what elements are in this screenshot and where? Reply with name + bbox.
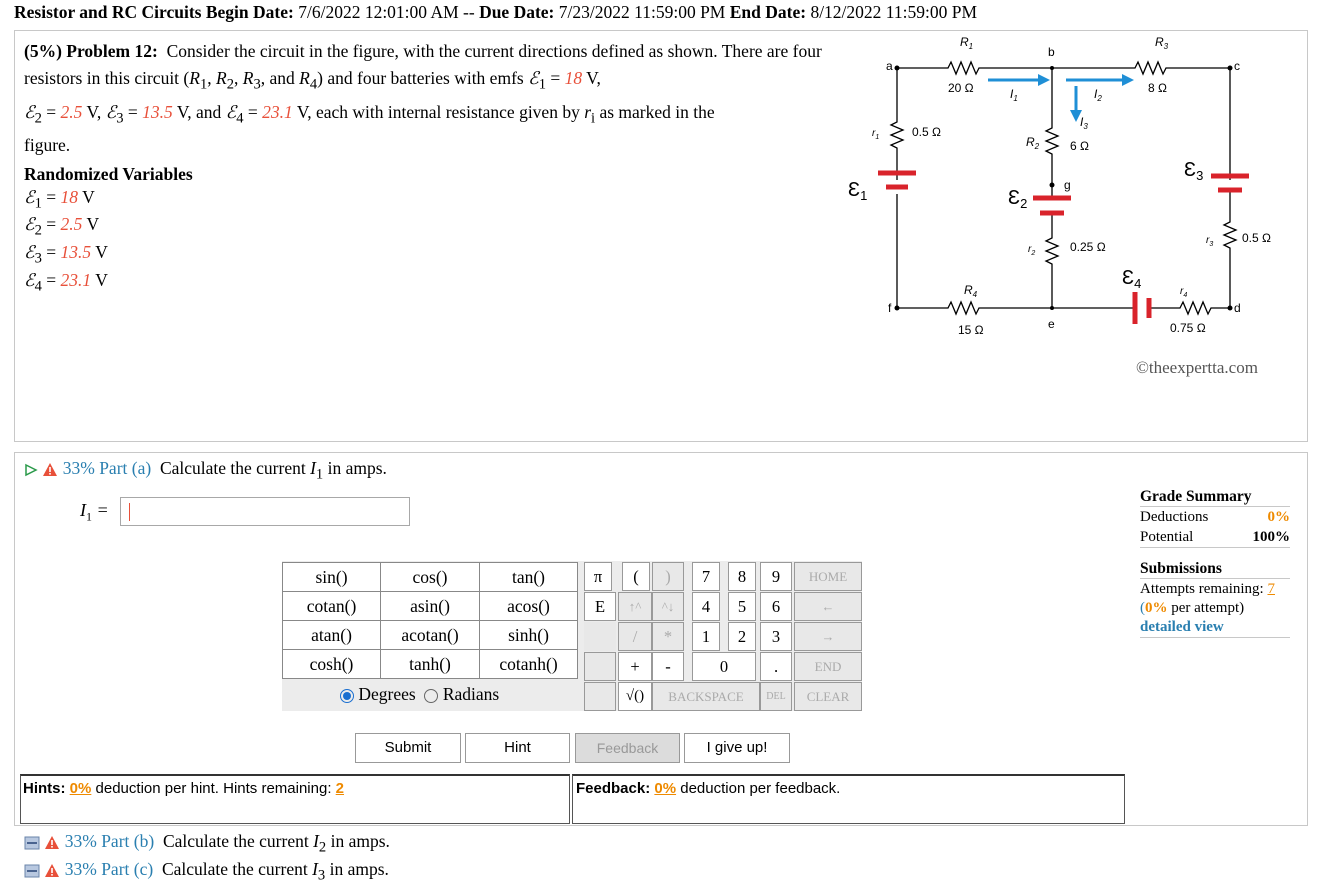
label-I3: $I_3$ xyxy=(1080,115,1088,131)
problem-tail: each with internal resistance given by xyxy=(315,101,580,122)
part-a-var: I xyxy=(310,458,316,478)
node-b: b xyxy=(1048,45,1055,59)
node-f: f xyxy=(888,301,892,315)
feedback-label: Feedback: xyxy=(576,780,651,797)
radians-radio[interactable] xyxy=(424,689,438,703)
key-acos[interactable]: acos() xyxy=(480,592,578,621)
key-sinh[interactable]: sinh() xyxy=(480,621,578,650)
begin-date: 7/6/2022 12:01:00 AM xyxy=(298,2,459,22)
part-c-suffix: in amps. xyxy=(329,859,389,879)
attempts-remaining: Attempts remaining: 7 xyxy=(1140,581,1275,597)
key-dot[interactable]: . xyxy=(760,652,792,681)
part-a-sub: 1 xyxy=(315,466,324,483)
submit-button[interactable]: Submit xyxy=(355,733,461,763)
calculator-functions xyxy=(282,562,578,679)
part-c-label: Part (c) xyxy=(101,859,154,879)
emf3-value: 13.5 xyxy=(142,101,173,122)
key-6[interactable]: 6 xyxy=(760,592,792,621)
hint-button[interactable]: Hint xyxy=(465,733,570,763)
key-blank-3 xyxy=(584,682,616,711)
rv-emf2: ℰ$_2$ = 2.5 V xyxy=(24,214,100,239)
value-R2: 6 Ω xyxy=(1070,139,1089,153)
key-tan[interactable]: tan() xyxy=(480,563,578,592)
key-7[interactable]: 7 xyxy=(692,562,720,591)
part-b-prompt: Calculate the current xyxy=(162,831,309,851)
key-atan[interactable]: atan() xyxy=(283,621,381,650)
key-4[interactable]: 4 xyxy=(692,592,720,621)
deductions-row: Deductions 0% xyxy=(1140,509,1290,525)
warning-icon xyxy=(44,835,60,850)
header-dash: -- xyxy=(463,2,475,22)
collapsed-box-icon[interactable] xyxy=(24,864,40,878)
key-cotanh[interactable]: cotanh() xyxy=(480,650,578,679)
key-blank-2 xyxy=(584,652,616,681)
hints-text: deduction per hint. Hints remaining: xyxy=(95,780,332,797)
key-blank-1 xyxy=(584,622,616,651)
value-r3: 0.5 Ω xyxy=(1242,231,1271,245)
answer-input[interactable] xyxy=(120,497,410,526)
part-a-header[interactable] xyxy=(24,456,387,487)
key-3[interactable]: 3 xyxy=(760,622,792,651)
key-0[interactable]: 0 xyxy=(692,652,756,681)
label-R2: $R_2$ xyxy=(1026,135,1040,151)
collapsed-box-icon[interactable] xyxy=(24,836,40,850)
copyright-text: ©theexpertta.com xyxy=(1136,358,1258,377)
key-multiply[interactable]: * xyxy=(652,622,684,651)
emf4-value: 23.1 xyxy=(262,101,293,122)
answer-label: $I_1$ = xyxy=(80,500,109,524)
key-9[interactable]: 9 xyxy=(760,562,792,591)
value-r1: 0.5 Ω xyxy=(912,125,941,139)
key-up[interactable]: ↑^ xyxy=(618,592,652,621)
key-lparen[interactable]: ( xyxy=(622,562,650,591)
text-caret xyxy=(129,503,130,521)
hints-panel xyxy=(20,774,570,824)
part-c-prompt: Calculate the current xyxy=(161,859,308,879)
label-emf2: $Ɛ_2$ xyxy=(1008,187,1028,211)
key-plus[interactable]: + xyxy=(618,652,652,681)
radians-label: Radians xyxy=(442,684,500,704)
key-8[interactable]: 8 xyxy=(728,562,756,591)
rv-emf1: ℰ$_1$ = 18 V xyxy=(24,187,95,212)
due-date: 7/23/2022 11:59:00 PM xyxy=(558,2,726,22)
problem-heading: (5%) Problem 12: xyxy=(24,41,158,61)
key-e[interactable]: E xyxy=(584,592,616,621)
part-a-percent: 33% xyxy=(62,458,95,478)
label-r2: $r_2$ xyxy=(1028,244,1036,257)
key-2[interactable]: 2 xyxy=(728,622,756,651)
hints-remaining: 2 xyxy=(335,780,345,797)
part-b-sub: 2 xyxy=(318,839,327,856)
angle-mode xyxy=(340,684,499,705)
key-clear[interactable]: CLEAR xyxy=(794,682,862,711)
due-date-label: Due Date: xyxy=(479,2,555,22)
key-acotan[interactable]: acotan() xyxy=(381,621,480,650)
feedback-deduction: 0% xyxy=(654,780,677,797)
part-c-var: I xyxy=(312,859,318,879)
expand-triangle-icon[interactable] xyxy=(24,463,38,477)
part-c-header[interactable] xyxy=(24,857,389,888)
key-down[interactable]: ^↓ xyxy=(652,592,684,621)
key-right-arrow[interactable]: → xyxy=(794,622,862,651)
key-cosh[interactable]: cosh() xyxy=(283,650,381,679)
key-rparen[interactable]: ) xyxy=(652,562,684,591)
node-c: c xyxy=(1234,59,1240,73)
part-b-header[interactable] xyxy=(24,829,390,860)
key-tanh[interactable]: tanh() xyxy=(381,650,480,679)
feedback-panel xyxy=(572,774,1125,824)
grade-summary xyxy=(1140,488,1290,638)
per-attempt: (0% per attempt) xyxy=(1140,600,1245,616)
key-del[interactable]: DEL xyxy=(760,682,792,711)
rv-emf3: ℰ$_3$ = 13.5 V xyxy=(24,242,108,267)
randomized-variables-title: Randomized Variables xyxy=(24,164,193,184)
emf2-value: 2.5 xyxy=(60,101,83,122)
assignment-header xyxy=(0,0,1322,24)
assignment-title: Resistor and RC Circuits xyxy=(14,2,202,22)
potential-row: Potential 100% xyxy=(1140,527,1290,548)
feedback-text: deduction per feedback. xyxy=(680,780,841,797)
node-e: e xyxy=(1048,317,1055,331)
key-5[interactable]: 5 xyxy=(728,592,756,621)
begin-date-label: Begin Date: xyxy=(205,2,294,22)
node-g: g xyxy=(1064,178,1071,192)
key-sin[interactable]: sin() xyxy=(283,563,381,592)
key-home[interactable]: HOME xyxy=(794,562,862,591)
part-a-prompt: Calculate the current xyxy=(159,458,306,478)
part-c-percent: 33% xyxy=(64,859,97,879)
key-pi[interactable]: π xyxy=(584,562,612,591)
part-b-suffix: in amps. xyxy=(330,831,390,851)
key-cotan[interactable]: cotan() xyxy=(283,592,381,621)
value-r4: 0.75 Ω xyxy=(1170,321,1206,335)
warning-icon xyxy=(42,462,58,477)
label-R3: $R_3$ xyxy=(1155,35,1169,51)
detailed-view-link[interactable]: detailed view xyxy=(1140,617,1290,638)
key-1[interactable]: 1 xyxy=(692,622,720,651)
part-b-label: Part (b) xyxy=(101,831,155,851)
submissions-title: Submissions xyxy=(1140,560,1290,579)
value-r2: 0.25 Ω xyxy=(1070,240,1106,254)
hints-label: Hints: xyxy=(23,780,66,797)
part-b-var: I xyxy=(313,831,319,851)
node-d: d xyxy=(1234,301,1241,315)
label-r1: $r_1$ xyxy=(872,128,880,141)
label-r4: $r_4$ xyxy=(1180,286,1188,299)
key-left-arrow[interactable]: ← xyxy=(794,592,862,621)
label-I2: $I_2$ xyxy=(1094,87,1102,103)
key-sqrt[interactable]: √() xyxy=(618,682,652,711)
circuit-figure xyxy=(840,30,1305,390)
value-R1: 20 Ω xyxy=(948,81,974,95)
end-date-label: End Date: xyxy=(729,2,807,22)
label-emf3: $Ɛ_3$ xyxy=(1184,159,1204,183)
value-R4: 15 Ω xyxy=(958,323,984,337)
rv-emf4: ℰ$_4$ = 23.1 V xyxy=(24,270,108,295)
value-R3: 8 Ω xyxy=(1148,81,1167,95)
part-c-sub: 3 xyxy=(317,867,326,884)
feedback-button[interactable]: Feedback xyxy=(575,733,680,763)
warning-icon xyxy=(44,863,60,878)
problem-statement: (5%) Problem 12: Consider the circuit in the figure, with the current directions defined as shown. There are four resistors in this circuit ($R_1$, $R_2$, $R_3$, and $R_4$) and four batteries with emfs ℰ$_1$ = 18 V, ℰ$_2$ = 2.5 V, ℰ$_3$ = 13.5 V, and ℰ$_4$ = 23.1 V, each with internal resistance given by $r_i$ as marked in the figure. xyxy=(24,41,822,155)
label-R4: $R_4$ xyxy=(964,283,978,299)
end-date: 8/12/2022 11:59:00 PM xyxy=(810,2,978,22)
emf1-value: 18 xyxy=(564,68,583,88)
key-backspace[interactable]: BACKSPACE xyxy=(652,682,760,711)
degrees-radio[interactable] xyxy=(340,689,354,703)
key-minus[interactable]: - xyxy=(652,652,684,681)
part-a-label: Part (a) xyxy=(99,458,152,478)
hints-deduction: 0% xyxy=(69,780,92,797)
grade-summary-title: Grade Summary xyxy=(1140,488,1290,507)
key-slash[interactable]: / xyxy=(618,622,652,651)
node-a: a xyxy=(886,59,893,73)
key-end[interactable]: END xyxy=(794,652,862,681)
degrees-label: Degrees xyxy=(358,684,416,704)
label-r3: $r_3$ xyxy=(1206,235,1214,248)
label-R1: $R_1$ xyxy=(960,35,974,51)
label-I1: $I_1$ xyxy=(1010,87,1018,103)
key-asin[interactable]: asin() xyxy=(381,592,480,621)
label-emf4: $Ɛ_4$ xyxy=(1122,267,1142,291)
part-b-percent: 33% xyxy=(64,831,97,851)
give-up-button[interactable]: I give up! xyxy=(684,733,790,763)
part-a-suffix: in amps. xyxy=(327,458,387,478)
label-emf1: $Ɛ_1$ xyxy=(848,179,868,203)
key-cos[interactable]: cos() xyxy=(381,563,480,592)
